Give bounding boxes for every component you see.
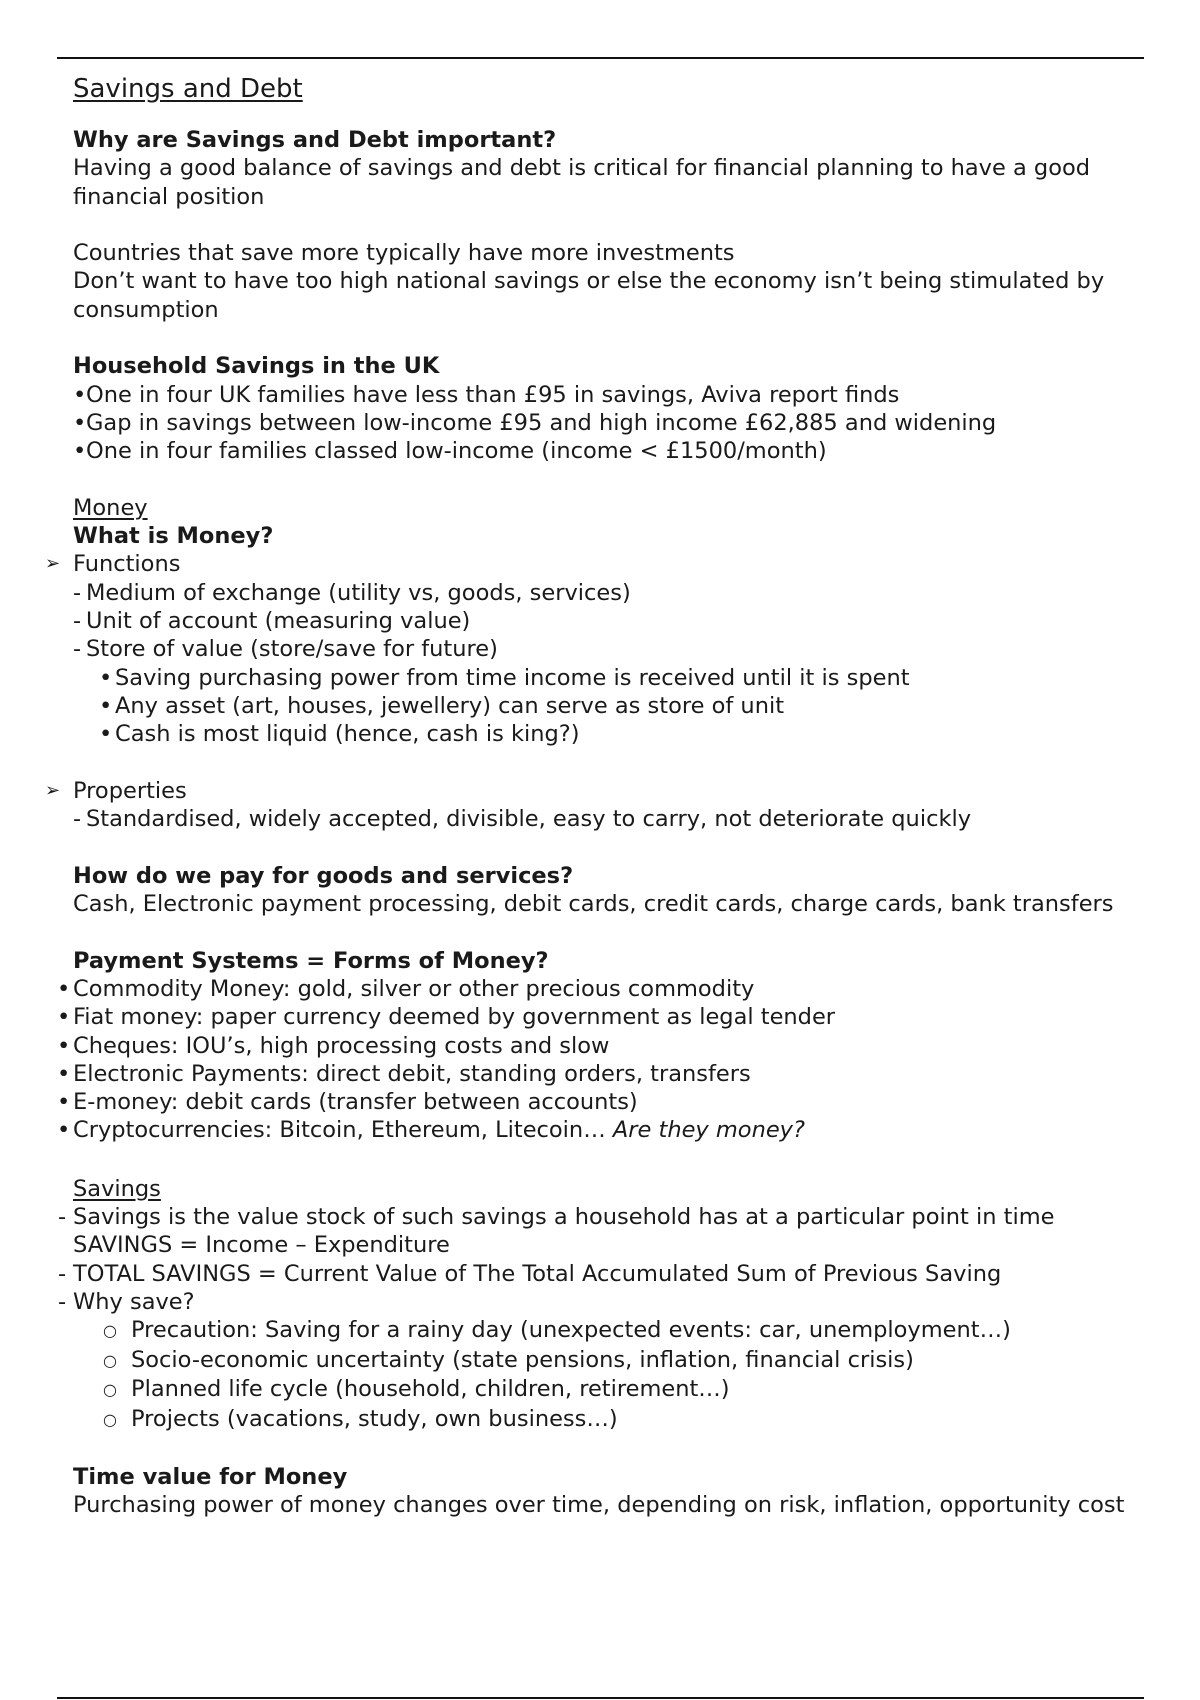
list-item: • One in four families classed low-income (income < £1500/month) [73, 438, 827, 465]
list-item: • Cryptocurrencies: Bitcoin, Ethereum, Litecoin… Are they money? [57, 1117, 805, 1144]
list-item: - Unit of account (measuring value) [73, 608, 471, 635]
why-paragraph-2: Countries that save more typically have more investments [73, 240, 735, 267]
circle-bullet-icon: ○ [103, 1409, 117, 1429]
list-item: • Commodity Money: gold, silver or other precious commodity [57, 975, 755, 1002]
savings-subheading: Savings [73, 1175, 161, 1202]
bullet-icon: • [99, 664, 113, 691]
list-item: - Store of value (store/save for future) [73, 636, 498, 663]
document-content [45, 73, 1133, 1520]
list-item: ○ Precaution: Saving for a rainy day (unexpected events: car, unemployment…) [73, 1316, 1133, 1346]
dash-icon: - [73, 806, 82, 833]
what-is-money-heading: What is Money? [73, 523, 274, 550]
circle-bullet-icon: ○ [103, 1350, 117, 1370]
bullet-icon: • [73, 381, 87, 408]
list-item: • Gap in savings between low-income £95 and high income £62,885 and widening [73, 409, 997, 436]
savings-formula: SAVINGS = Income – Expenditure [73, 1232, 450, 1259]
list-item: - Savings is the value stock of such savings a household has at a particular point in time [58, 1203, 1055, 1230]
top-rule [57, 57, 1144, 59]
document-title: Savings and Debt [73, 74, 303, 104]
list-item: ○ Planned life cycle (household, children, retirement…) [73, 1375, 1133, 1405]
dash-icon: - [58, 1203, 67, 1230]
why-paragraph-3: Don’t want to have too high national savings or else the economy isn’t being stimulated by consumption [73, 268, 1105, 323]
circle-bullet-icon: ○ [103, 1380, 117, 1400]
list-item: • Any asset (art, houses, jewellery) can serve as store of unit [99, 692, 785, 719]
why-paragraph-1: Having a good balance of savings and debt is critical for financial planning to have a good financial position [73, 155, 1091, 210]
bottom-rule [57, 1697, 1144, 1699]
list-item: ○ Socio-economic uncertainty (state pensions, inflation, financial crisis) [73, 1346, 1133, 1376]
bullet-icon: • [57, 1060, 71, 1087]
pay-heading: How do we pay for goods and services? [73, 862, 574, 889]
list-item: - Medium of exchange (utility vs, goods, services) [73, 579, 631, 606]
list-item: • Cash is most liquid (hence, cash is king?) [99, 721, 580, 748]
bullet-icon: • [57, 1032, 71, 1059]
payment-systems-heading: Payment Systems = Forms of Money? [73, 947, 549, 974]
bullet-icon: • [73, 409, 87, 436]
functions-item: ➢ Functions [45, 551, 181, 578]
bullet-icon: • [99, 692, 113, 719]
bullet-icon: • [99, 721, 113, 748]
dash-icon: - [73, 608, 82, 635]
list-item: • Saving purchasing power from time income is received until it is spent [99, 664, 910, 691]
bullet-icon: • [57, 1089, 71, 1116]
arrow-bullet-icon: ➢ [45, 779, 61, 801]
bullet-icon: • [57, 1004, 71, 1031]
time-value-heading: Time value for Money [73, 1464, 348, 1491]
list-item: • Fiat money: paper currency deemed by government as legal tender [57, 1004, 836, 1031]
bullet-icon: • [57, 975, 71, 1002]
list-item: - Standardised, widely accepted, divisible, easy to carry, not deteriorate quickly [73, 806, 972, 833]
list-item: - TOTAL SAVINGS = Current Value of The Total Accumulated Sum of Previous Saving [58, 1260, 1002, 1287]
dash-icon: - [73, 579, 82, 606]
list-item: ○ Projects (vacations, study, own business…) [73, 1405, 1133, 1435]
household-heading: Household Savings in the UK [73, 353, 440, 380]
list-item: • Cheques: IOU’s, high processing costs and slow [57, 1032, 610, 1059]
dash-icon: - [58, 1260, 67, 1287]
pay-paragraph: Cash, Electronic payment processing, debit cards, credit cards, charge cards, bank transfers [73, 891, 1114, 918]
time-value-paragraph: Purchasing power of money changes over time, depending on risk, inflation, opportunity cost [73, 1492, 1125, 1519]
list-item: - Why save? [58, 1288, 195, 1315]
why-heading: Why are Savings and Debt important? [73, 127, 557, 153]
dash-icon: - [58, 1288, 67, 1315]
money-subheading: Money [73, 494, 148, 521]
arrow-bullet-icon: ➢ [45, 553, 61, 575]
bullet-icon: • [57, 1117, 71, 1144]
circle-bullet-icon: ○ [103, 1321, 117, 1341]
properties-item: ➢ Properties [45, 777, 187, 804]
list-item: • E-money: debit cards (transfer between accounts) [57, 1089, 638, 1116]
bullet-icon: • [73, 438, 87, 465]
list-item: • Electronic Payments: direct debit, standing orders, transfers [57, 1060, 751, 1087]
list-item: • One in four UK families have less than £95 in savings, Aviva report finds [73, 381, 900, 408]
dash-icon: - [73, 636, 82, 663]
